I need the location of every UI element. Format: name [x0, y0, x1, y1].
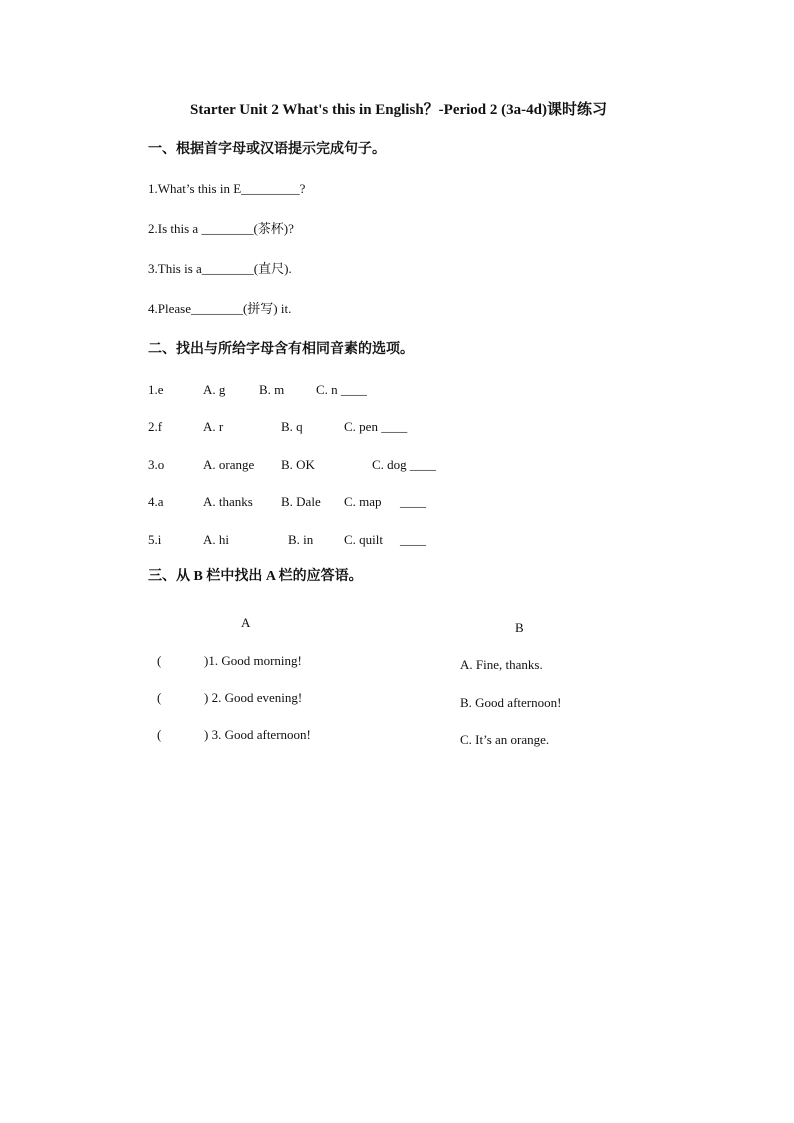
page-title: Starter Unit 2 What's this in English？-Period 2 (3a-4d)课时练习 — [190, 102, 607, 118]
answer-paren: ( — [157, 653, 162, 668]
option-b: B. Dale — [281, 494, 321, 509]
response-option: B. Good afternoon! — [460, 695, 562, 710]
answer-blank: ____ — [400, 532, 426, 547]
prompt-item: ) 3. Good afternoon! — [204, 727, 311, 742]
option-a: A. hi — [203, 532, 229, 547]
prompt-item: )1. Good morning! — [204, 653, 302, 668]
option-c: C. dog ____ — [372, 457, 436, 472]
section1-item-3: 3.This is a________(直尺). — [148, 261, 292, 276]
option-a: A. thanks — [203, 494, 253, 509]
section1-item-1: 1.What’s this in E_________? — [148, 181, 306, 196]
prompt-item: ) 2. Good evening! — [204, 690, 303, 705]
option-c: C. quilt — [344, 532, 384, 547]
option-a: A. r — [203, 419, 224, 434]
section2-heading: 二、找出与所给字母含有相同音素的选项。 — [148, 342, 414, 357]
option-b: B. q — [281, 419, 303, 434]
answer-paren: ( — [157, 727, 162, 742]
question-number: 2.f — [148, 419, 163, 434]
option-a: A. orange — [203, 457, 255, 472]
response-option: A. Fine, thanks. — [460, 657, 543, 672]
question-number: 5.i — [148, 532, 162, 547]
option-b: B. OK — [281, 457, 315, 472]
answer-paren: ( — [157, 690, 162, 705]
section1-item-2: 2.Is this a ________(茶杯)? — [148, 221, 294, 236]
option-c: C. pen ____ — [344, 419, 408, 434]
response-option: C. It’s an orange. — [460, 732, 550, 747]
option-c: C. n ____ — [316, 382, 367, 397]
option-b: B. m — [259, 382, 285, 397]
option-b: B. in — [288, 532, 314, 547]
column-a-label: A — [241, 615, 251, 630]
question-number: 1.e — [148, 382, 164, 397]
question-number: 4.a — [148, 494, 164, 509]
section1-item-4: 4.Please________(拼写) it. — [148, 301, 292, 316]
column-b-label: B — [515, 620, 524, 635]
section3-heading: 三、从 B 栏中找出 A 栏的应答语。 — [148, 569, 363, 584]
question-number: 3.o — [148, 457, 165, 472]
option-a: A. g — [203, 382, 226, 397]
option-c: C. map — [344, 494, 382, 509]
answer-blank: ____ — [400, 494, 426, 509]
section1-heading: 一、根据首字母或汉语提示完成句子。 — [148, 142, 386, 157]
